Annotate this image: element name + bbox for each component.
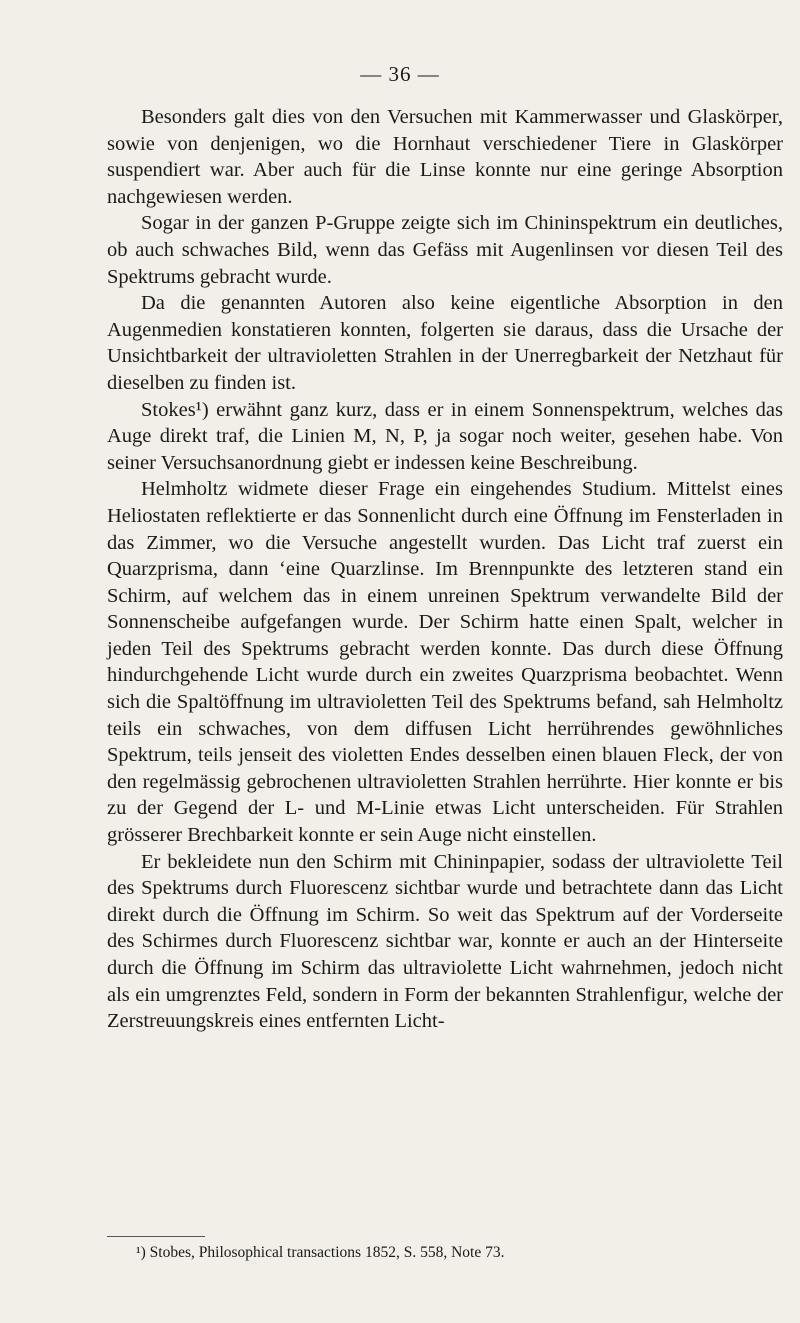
page-number: — 36 —: [360, 62, 440, 86]
footnote-divider: [107, 1236, 205, 1237]
paragraph-6: Er bekleidete nun den Schirm mit Chininpapier, sodass der ultraviolette Teil des Spektrums durch Fluorescenz sichtbar wurde und betrachtete dann das Licht direkt durch die Öffnung im Schirm. So weit das Spektrum auf der Vorderseite des Schirmes durch Fluorescenz sichtbar war, konnte er auch an der Hinterseite durch die Öffnung im Schirm das ultraviolette Licht wahrnehmen, jedoch nicht als ein umgrenztes Feld, sondern in Form der bekannten Strahlenfigur, welche der Zerstreuungskreis eines entfernten Licht-: [107, 850, 783, 1033]
paragraph-2: Sogar in der ganzen P-Gruppe zeigte sich im Chininspektrum ein deutliches, ob auch schwaches Bild, wenn das Gefäss mit Augenlinsen vor diesen Teil des Spektrums gebracht wurde.: [107, 212, 783, 288]
paragraph-3: Da die genannten Autoren also keine eigentliche Absorption in den Augenmedien konstatieren konnten, folgerten sie daraus, dass die Ursache der Unsichtbarkeit der ultravioletten Strahlen in der Unerregbarkeit der Netzhaut für dieselben zu finden ist.: [107, 292, 783, 394]
footnote: ¹) Stobes, Philosophical transactions 1852, S. 558, Note 73.: [136, 1244, 505, 1261]
paragraph-5: Helmholtz widmete dieser Frage ein eingehendes Studium. Mittelst eines Heliostaten reflektierte er das Sonnenlicht durch eine Öffnung im Fensterladen in das Zimmer, wo die Versuche angestellt wurden. Das Licht traf zuerst ein Quarzprisma, dann ‘eine Quarzlinse. Im Brennpunkte des letzteren stand ein Schirm, auf welchem das in einem unreinen Spektrum verwandelte Bild der Sonnenscheibe aufgefangen wurde. Der Schirm hatte einen Spalt, welcher in jeden Teil des Spektrums gebracht werden konnte. Das durch diese Öffnung hindurchgehende Licht wurde durch ein zweites Quarzprisma beobachtet. Wenn sich die Spaltöffnung im ultravioletten Teil des Spektrums befand, sah Helmholtz teils ein schwaches, von dem diffusen Licht herrührendes gewöhnliches Spektrum, teils jenseit des violetten Endes desselben einen blauen Fleck, der von den regelmässig gebrochenen ultravioletten Strahlen herrührte. Hier konnte er bis zu der Gegend der L- und M-Linie etwas Licht unterscheiden. Für Strahlen grösserer Brechbarkeit konnte er sein Auge nicht einstellen.: [107, 478, 783, 847]
paragraph-4: Stokes¹) erwähnt ganz kurz, dass er in einem Sonnenspektrum, welches das Auge direkt traf, die Linien M, N, P, ja sogar noch weiter, gesehen habe. Von seiner Versuchsanordnung giebt er indessen keine Beschreibung.: [107, 398, 783, 474]
body-text: [107, 104, 783, 1035]
paragraph-1: Besonders galt dies von den Versuchen mit Kammerwasser und Glaskörper, sowie von denjenigen, wo die Hornhaut verschiedener Tiere in Glaskörper suspendiert war. Aber auch für die Linse konnte nur eine geringe Absorption nachgewiesen werden.: [107, 106, 783, 208]
